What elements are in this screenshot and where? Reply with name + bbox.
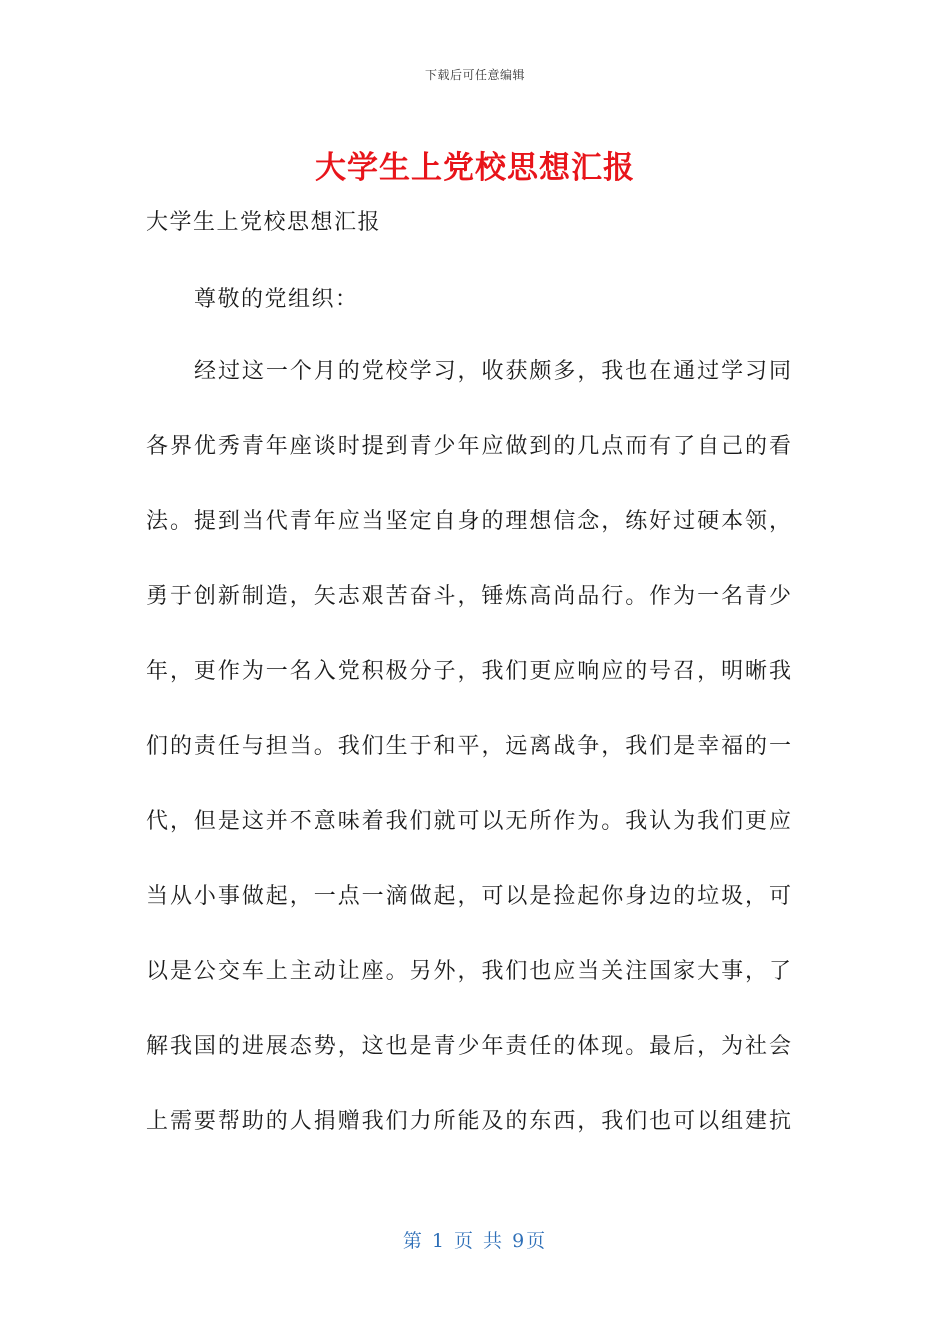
page-number-footer: 第 1 页 共 9页 xyxy=(402,1230,548,1252)
body-line: 以是公交车上主动让座。另外，我们也应当关注国家大事，了 xyxy=(146,959,791,984)
document-title: 大学生上党校思想汇报 xyxy=(315,150,635,186)
body-line: 勇于创新制造，矢志艰苦奋斗，锤炼高尚品行。作为一名青少 xyxy=(146,584,791,609)
body-line: 解我国的进展态势，这也是青少年责任的体现。最后，为社会 xyxy=(146,1034,791,1059)
body-line: 们的责任与担当。我们生于和平，远离战争，我们是幸福的一 xyxy=(146,734,791,759)
body-line: 上需要帮助的人捐赠我们力所能及的东西，我们也可以组建抗 xyxy=(146,1109,791,1134)
body-line: 年，更作为一名入党积极分子，我们更应响应的号召，明晰我 xyxy=(146,659,791,684)
salutation: 尊敬的党组织： xyxy=(194,287,359,312)
document-subtitle: 大学生上党校思想汇报 xyxy=(146,210,382,235)
body-line: 各界优秀青年座谈时提到青少年应做到的几点而有了自己的看 xyxy=(146,434,791,459)
body-line: 经过这一个月的党校学习，收获颇多，我也在通过学习同 xyxy=(194,359,791,384)
body-line: 法。提到当代青年应当坚定自身的理想信念，练好过硬本领， xyxy=(146,509,791,534)
body-line: 当从小事做起，一点一滴做起，可以是捡起你身边的垃圾，可 xyxy=(146,884,791,909)
header-note: 下载后可任意编辑 xyxy=(424,68,525,82)
body-line: 代，但是这并不意味着我们就可以无所作为。我认为我们更应 xyxy=(146,809,791,834)
